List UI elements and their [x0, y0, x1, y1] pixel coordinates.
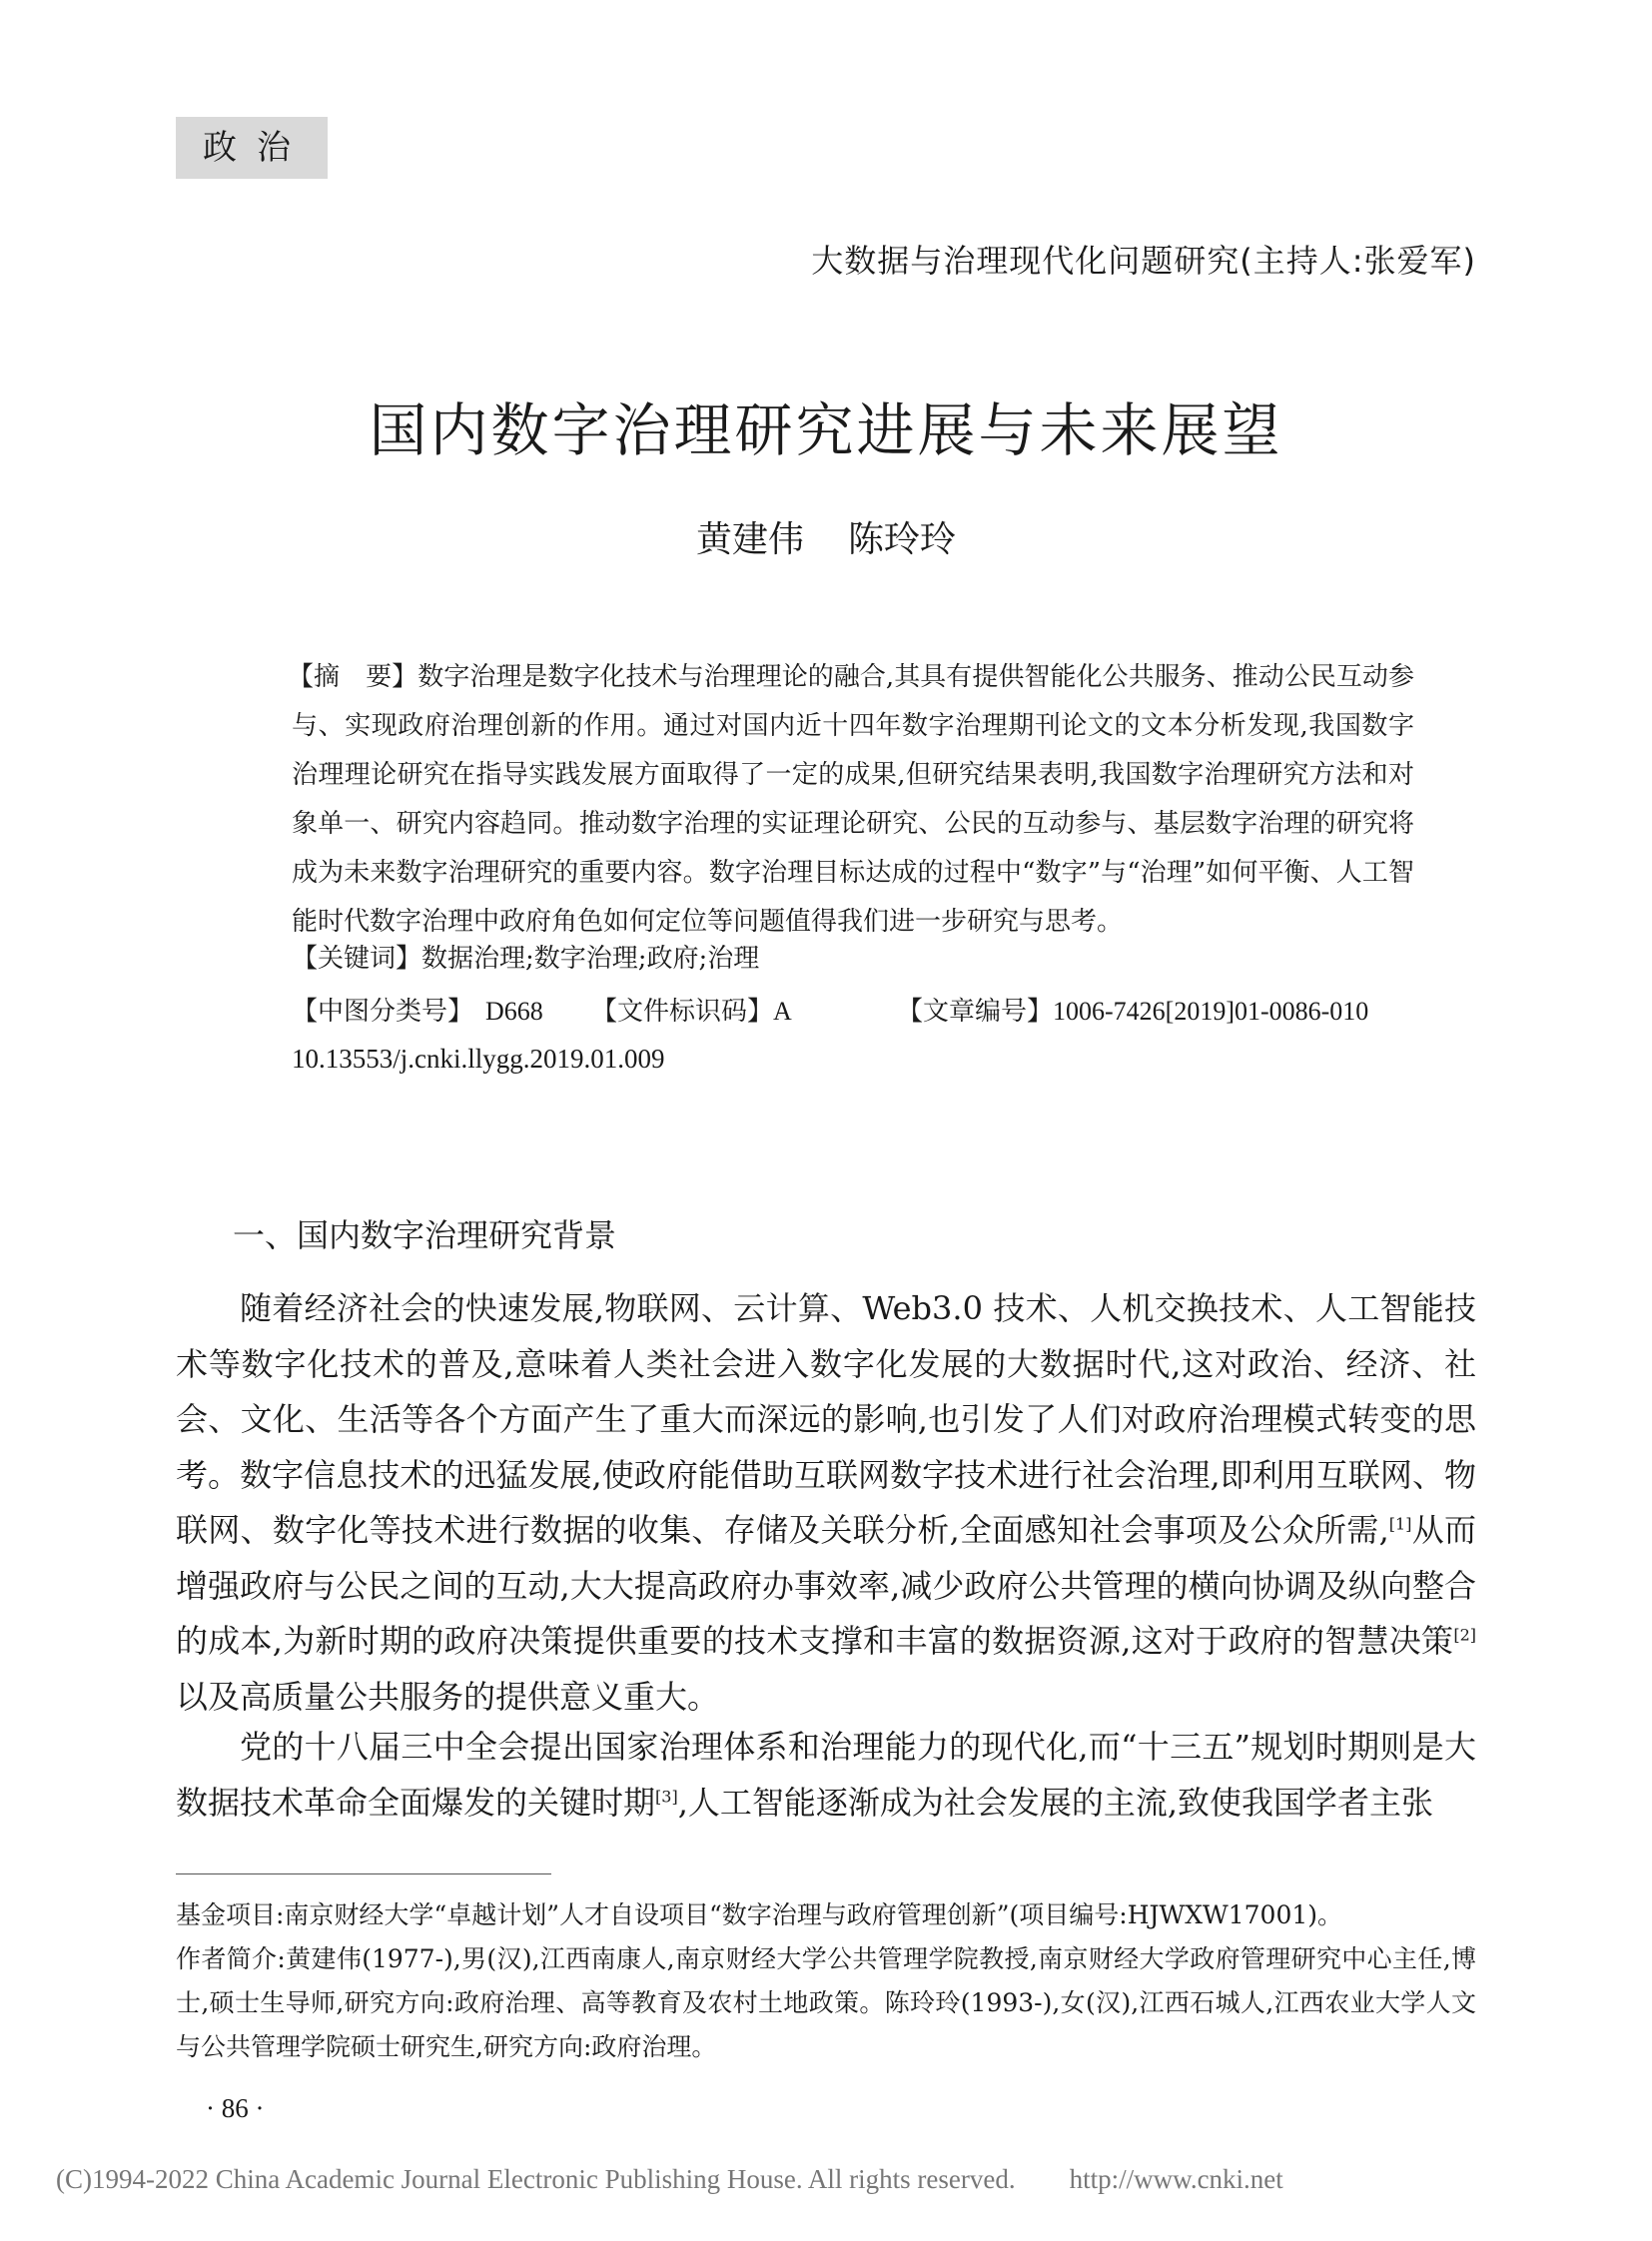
doi: 10.13553/j.cnki.llygg.2019.01.009: [292, 1044, 665, 1074]
footnote-divider: [176, 1873, 551, 1874]
paragraph-text: 党的十八届三中全会提出国家治理体系和治理能力的现代化,而“十三五”规划时期则是大数据技术革命全面爆发的关键时期: [176, 1728, 1476, 1822]
author-name: 黄建伟: [695, 519, 804, 560]
citation-ref[interactable]: [3]: [655, 1786, 678, 1806]
doc-code-label: 【文件标识码】: [591, 997, 774, 1027]
clc-label: 【中图分类号】: [292, 997, 474, 1027]
footnote-funding: 基金项目:南京财经大学“卓越计划”人才自设项目“数字治理与政府管理创新”(项目编号:HJWXW17001)。: [176, 1900, 1343, 1929]
article-no-label: 【文章编号】: [897, 997, 1054, 1027]
column-title: 大数据与治理现代化问题研究(主持人:张爱军): [811, 242, 1476, 280]
article-no-value: 1006-7426[2019]01-0086-010: [1053, 997, 1369, 1026]
page-number: · 86 ·: [206, 2093, 265, 2123]
paragraph-text: 以及高质量公共服务的提供意义重大。: [176, 1677, 720, 1716]
clc-value: D668: [485, 997, 543, 1026]
section-tag: 政治: [176, 117, 328, 179]
copyright-notice: (C)1994-2022 China Academic Journal Electronic Publishing House. All rights reserved. http://www.cnki.net: [56, 2164, 1283, 2194]
citation-ref[interactable]: [1]: [1388, 1514, 1412, 1534]
abstract-text: 数字治理是数字化技术与治理理论的融合,其具有提供智能化公共服务、推动公民互动参与、实现政府治理创新的作用。通过对国内近十四年数字治理期刊论文的文本分析发现,我国数字治理理论研究在指导实践发展方面取得了一定的成果,但研究结果表明,我国数字治理研究方法和对象单一、研究内容趋同。推动数字治理的实证理论研究、公民的互动参与、基层数字治理的研究将成为未来数字治理研究的重要内容。数字治理目标达成的过程中“数字”与“治理”如何平衡、人工智能时代数字治理中政府角色如何定位等问题值得我们进一步研究与思考。: [292, 662, 1414, 937]
footnote-author-bio: 作者简介:黄建伟(1977-),男(汉),江西南康人,南京财经大学公共管理学院教授,南京财经大学政府管理研究中心主任,博士,硕士生导师,研究方向:政府治理、高等教育及农村土地政策。陈玲玲(1993-),女(汉),江西石城人,江西农业大学人文与公共管理学院硕士研究生,研究方向:政府治理。: [176, 1944, 1476, 2061]
paragraph-text: ,人工智能逐渐成为社会发展的主流,致使我国学者主张: [677, 1783, 1434, 1822]
paragraph-text: 从而增强政府与公民之间的互动,大大提高政府办事效率,减少政府公共管理的横向协调及纵向整合的成本,为新时期的政府决策提供重要的技术支撑和丰富的数据资源,这对于政府的智慧决策: [176, 1511, 1476, 1660]
paragraph-text: 随着经济社会的快速发展,物联网、云计算、Web3.0 技术、人机交换技术、人工智能技术等数字化技术的普及,意味着人类社会进入数字化发展的大数据时代,这对政治、经济、社会、文化、生活等各个方面产生了重大而深远的影响,也引发了人们对政府治理模式转变的思考。数字信息技术的迅猛发展,使政府能借助互联网数字技术进行社会治理,即利用互联网、物联网、数字化等技术进行数据的收集、存储及关联分析,全面感知社会事项及公众所需,: [176, 1289, 1476, 1549]
abstract: [288, 653, 1414, 947]
keywords: [292, 935, 1414, 984]
author-list: [0, 511, 1652, 562]
keywords-label: 【关键词】: [292, 944, 422, 974]
body-paragraph: [176, 1720, 1476, 1831]
abstract-label: 【摘 要】: [288, 662, 418, 692]
citation-ref[interactable]: [2]: [1453, 1625, 1476, 1645]
paper-title: 国内数字治理研究进展与未来展望: [369, 396, 1283, 464]
body-paragraph: [176, 1281, 1476, 1725]
classification-line: [292, 987, 1414, 1037]
author-name: 陈玲玲: [848, 519, 957, 560]
keywords-text: 数据治理;数字治理;政府;治理: [421, 944, 760, 974]
section-heading: 一、国内数字治理研究背景: [233, 1216, 617, 1254]
doc-code-value: A: [773, 997, 792, 1026]
